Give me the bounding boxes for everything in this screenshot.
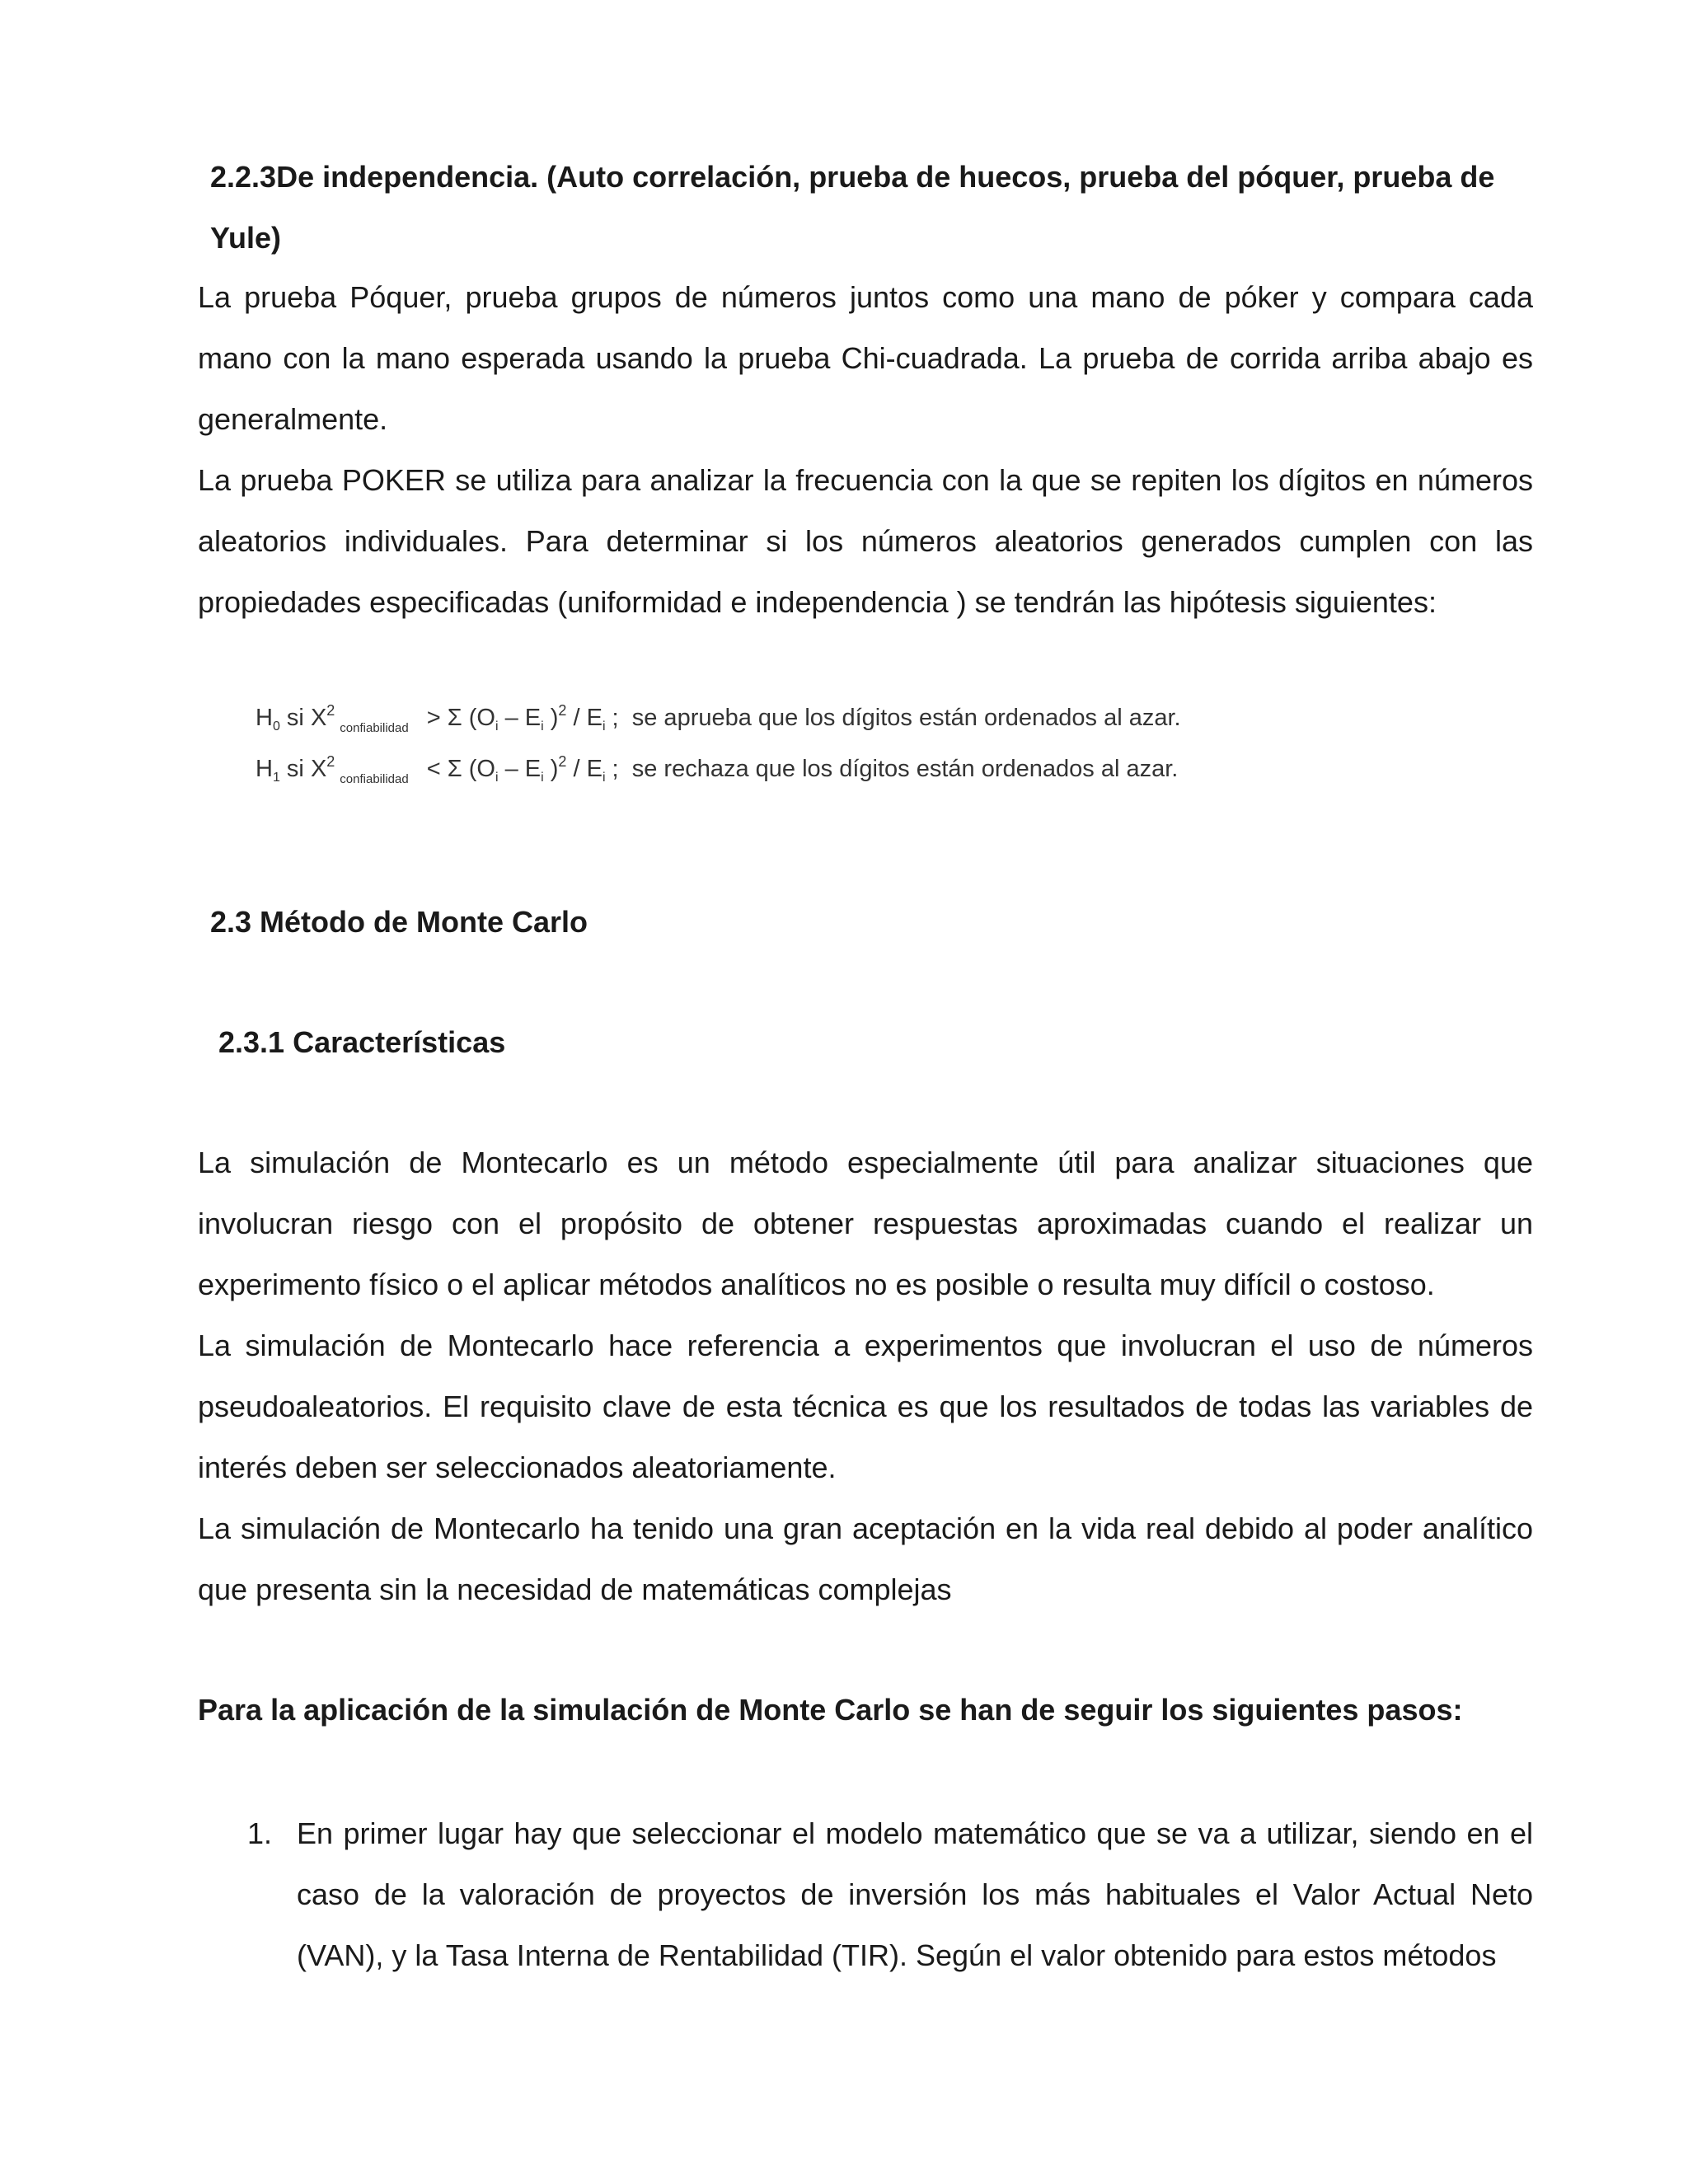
minus-e-term: – E	[498, 756, 542, 782]
sum-term: Σ (O	[447, 705, 495, 731]
close-paren: )	[543, 756, 559, 782]
list-item	[247, 1803, 1533, 1986]
h1-symbol: H	[256, 756, 273, 782]
sum-term: Σ (O	[447, 756, 495, 782]
o-subscript: i	[495, 719, 499, 733]
h0-conclusion: se aprueba que los dígitos están ordenados al azar.	[631, 705, 1181, 731]
paragraph-montecarlo-pseudorandom: La simulación de Montecarlo hace referencia a experimentos que involucran el uso de números pseudoaleatorios. El requisito clave de esta técnica es que los resultados de todas las variables de interés deben ser seleccionados aleatoriamente.	[198, 1329, 1533, 1484]
heading-2-2-3: 2.2.3De independencia. (Auto correlación, prueba de huecos, prueba del póquer, prueba de Yule)	[210, 160, 1495, 255]
heading-2-3: 2.3 Método de Monte Carlo	[210, 905, 588, 939]
h0-subscript: 0	[272, 719, 280, 733]
square-superscript: 2	[558, 753, 567, 770]
si-word: si	[286, 705, 304, 731]
divide-e-term: / E	[566, 756, 603, 782]
divisor-subscript: i	[602, 771, 606, 785]
chi-symbol: X	[310, 705, 327, 731]
chi-superscript: 2	[326, 753, 335, 770]
confidence-subscript: confiabilidad	[340, 721, 409, 735]
less-than-sign: <	[426, 756, 441, 782]
close-paren: )	[543, 705, 559, 731]
confidence-subscript: confiabilidad	[340, 772, 409, 786]
hypothesis-formula	[256, 694, 1327, 796]
heading-steps: Para la aplicación de la simulación de Monte Carlo se han de seguir los siguientes pasos:	[198, 1693, 1463, 1727]
steps-list	[247, 1803, 1533, 1986]
hypothesis-h0-line	[256, 694, 1327, 745]
chi-symbol: X	[310, 756, 327, 782]
chi-superscript: 2	[326, 702, 335, 719]
heading-2-3-1: 2.3.1 Características	[218, 1025, 506, 1059]
e-subscript: i	[541, 771, 544, 785]
list-item-number: 1.	[247, 1816, 273, 1850]
paragraph-poker-test: La prueba POKER se utiliza para analizar la frecuencia con la que se repiten los dígitos en números aleatorios individuales. Para determinar si los números aleatorios generados cumplen con las propiedades especificadas (uniformidad e independencia ) se tendrán las hipótesis siguientes:	[198, 463, 1533, 619]
minus-e-term: – E	[498, 705, 542, 731]
list-item-text: En primer lugar hay que seleccionar el modelo matemático que se va a utilizar, siendo en el caso de la valoración de proyectos de inversión los más habituales el Valor Actual Neto (VAN), y la Tasa Interna de Rentabilidad (TIR). Según el valor obtenido para estos métodos	[297, 1816, 1533, 1972]
paragraph-montecarlo-acceptance: La simulación de Montecarlo ha tenido una gran aceptación en la vida real debido al poder analítico que presenta sin la necesidad de matemáticas complejas	[198, 1511, 1533, 1606]
hypothesis-h1-line	[256, 745, 1327, 796]
greater-than-sign: >	[426, 705, 441, 731]
semicolon: ;	[605, 756, 619, 782]
semicolon: ;	[605, 705, 619, 731]
h1-conclusion: se rechaza que los dígitos están ordenados al azar.	[631, 756, 1179, 782]
square-superscript: 2	[558, 702, 567, 719]
e-subscript: i	[541, 719, 544, 733]
h1-subscript: 1	[272, 771, 280, 785]
divide-e-term: / E	[566, 705, 603, 731]
divisor-subscript: i	[602, 719, 606, 733]
paragraph-poker-intro: La prueba Póquer, prueba grupos de números juntos como una mano de póker y compara cada mano con la mano esperada usando la prueba Chi-cuadrada. La prueba de corrida arriba abajo es generalmente.	[198, 280, 1533, 436]
paragraph-montecarlo-definition: La simulación de Montecarlo es un método especialmente útil para analizar situaciones que involucran riesgo con el propósito de obtener respuestas aproximadas cuando el realizar un experimento físico o el aplicar métodos analíticos no es posible o resulta muy difícil o costoso.	[198, 1146, 1533, 1301]
h0-symbol: H	[256, 705, 273, 731]
si-word: si	[286, 756, 304, 782]
o-subscript: i	[495, 771, 499, 785]
